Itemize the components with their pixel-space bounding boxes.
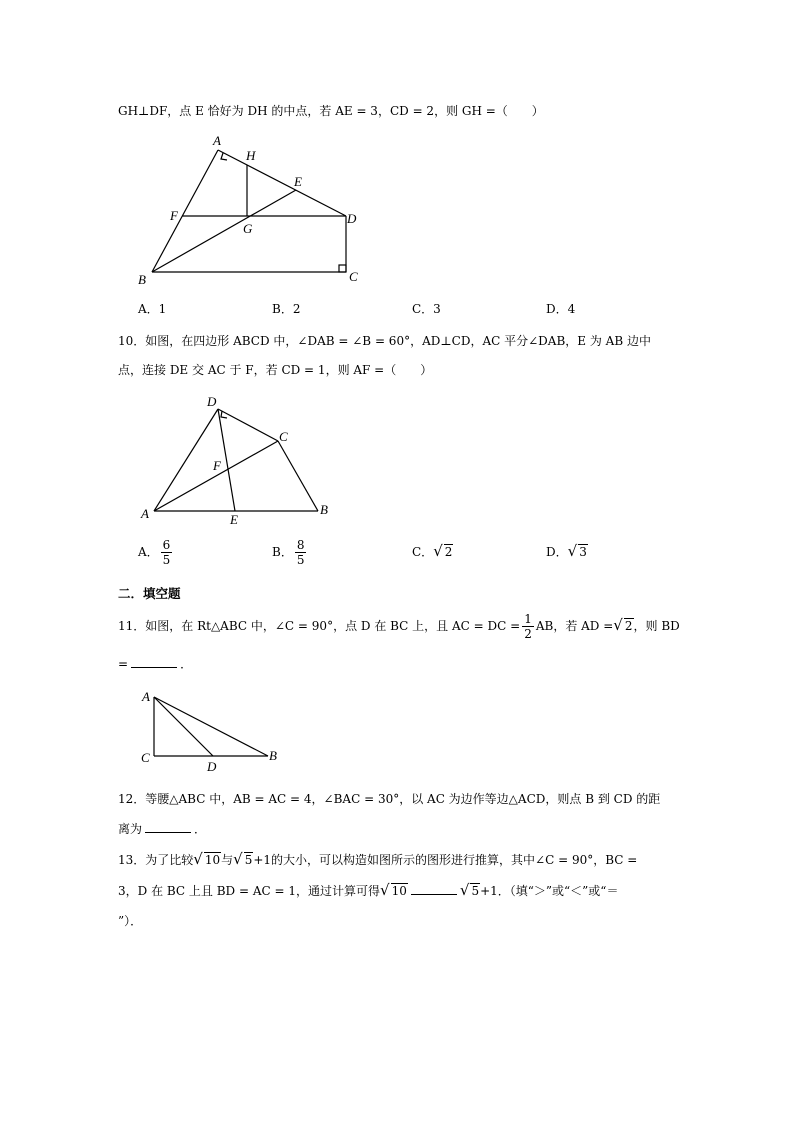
q10-stem-line1: 10．如图，在四边形 ABCD 中，∠DAB = ∠B = 60°，AD⊥CD，AC 平分∠DAB，E 为 AB 边中 <box>118 334 651 348</box>
q13-radical-sign-4: √ <box>459 881 470 899</box>
q10-option-d-radical-sign: √ <box>567 542 578 560</box>
q9-label-F: F <box>170 208 178 223</box>
q11-answer-blank <box>131 655 177 668</box>
q11-equals: = <box>118 657 129 671</box>
q13-answer-blank <box>411 882 457 895</box>
q9-label-G: G <box>243 221 253 236</box>
q9-option-d: D．4 <box>546 302 576 316</box>
q9-stem: GH⊥DF，点 E 恰好为 DH 的中点，若 AE = 3，CD = 2，则 GH =（ ） <box>118 104 544 118</box>
q9-option-b: B．2 <box>272 302 301 316</box>
q10-option-c-radical-sign: √ <box>433 542 443 560</box>
q10-label-C: C <box>279 429 288 444</box>
q13-line2-part2: +1．（填“＞”或“＜”或“＝ <box>480 884 619 898</box>
q10-label-F: F <box>213 458 221 473</box>
q10-seg-AD <box>154 409 218 511</box>
q9-label-A: A <box>213 133 221 148</box>
q10-figure <box>136 392 336 528</box>
q10-option-a-label: A． <box>138 545 159 559</box>
q9-label-H: H <box>246 148 256 163</box>
q11-part3: ，则 BD <box>633 619 680 633</box>
q12-answer-blank <box>145 820 191 833</box>
q10-seg-DC <box>218 409 278 441</box>
q10-option-b <box>272 538 308 567</box>
q9-option-a: A．1 <box>138 302 167 316</box>
q12-stem-line1: 12．等腰△ABC 中，AB = AC = 4，∠BAC = 30°，以 AC 为边作等边△ACD，则点 B 到 CD 的距 <box>118 792 661 806</box>
q11-label-C: C <box>141 750 150 765</box>
q10-option-d <box>546 543 588 560</box>
q9-option-c: C．3 <box>412 302 441 316</box>
q10-label-D: D <box>207 394 217 409</box>
q11-part2: AB，若 AD = <box>535 619 614 633</box>
q9-right-angle-C <box>339 265 346 272</box>
q11-frac-den: 2 <box>524 627 532 641</box>
q11-part1: 11．如图，在 Rt△ABC 中，∠C = 90°，点 D 在 BC 上，且 AC = DC = <box>118 619 521 633</box>
q11-stem-line1 <box>118 610 680 641</box>
q11-figure <box>136 686 286 774</box>
q13-part1: 13．为了比较 <box>118 853 194 867</box>
q10-option-b-label: B． <box>272 545 293 559</box>
q9-label-E: E <box>294 174 302 189</box>
q13-part2: 与 <box>221 853 234 867</box>
q10-option-c <box>412 543 453 560</box>
q10-option-b-fraction <box>295 538 307 567</box>
q13-radical-sign-3: √ <box>380 881 390 899</box>
q13-radicand-2: 5 <box>244 853 253 867</box>
q10-seg-AC <box>154 441 278 511</box>
q12-prefix: 离为 <box>118 822 143 836</box>
q13-line2-part1: 3，D 在 BC 上且 BD = AC = 1，通过计算可得 <box>118 884 381 898</box>
q10-label-B: B <box>320 502 328 517</box>
q10-option-a-den: 5 <box>162 553 171 567</box>
q10-seg-CB <box>278 441 318 511</box>
q9-label-C: C <box>349 269 358 284</box>
q10-label-A: A <box>141 506 149 521</box>
q9-label-B: B <box>138 272 146 287</box>
q11-stem-line2 <box>118 655 192 672</box>
q11-label-B: B <box>269 748 277 763</box>
q11-label-A: A <box>142 689 150 704</box>
q12-stem-line2 <box>118 820 206 837</box>
q9-seg-AD <box>218 150 346 216</box>
q11-period: ． <box>180 657 193 671</box>
q10-option-a-num: 6 <box>162 538 171 552</box>
q10-label-E: E <box>230 512 238 527</box>
q10-option-c-radicand: 2 <box>444 545 453 559</box>
q10-option-a <box>138 538 174 567</box>
q11-seg-AD <box>154 697 213 756</box>
q13-stem-line1 <box>118 851 637 868</box>
q9-figure <box>130 128 370 288</box>
q11-seg-AB <box>154 697 268 756</box>
section-title: 二．填空题 <box>118 586 181 601</box>
q13-part3: +1的大小，可以构造如图所示的图形进行推算，其中∠C = 90°，BC = <box>253 853 638 867</box>
q9-label-D: D <box>347 211 357 226</box>
q10-option-c-label: C． <box>412 545 434 559</box>
q11-fraction <box>522 612 534 641</box>
q13-stem-line3: ”）． <box>118 914 143 928</box>
q11-label-D: D <box>207 759 217 774</box>
q10-stem-line2: 点，连接 DE 交 AC 于 F，若 CD = 1，则 AF =（ ） <box>118 363 433 377</box>
q12-period: ． <box>194 822 207 836</box>
q13-stem-line2 <box>118 882 618 899</box>
q11-frac-num: 1 <box>524 612 532 626</box>
q13-radicand-3: 10 <box>391 884 407 898</box>
q13-radical-sign-2: √ <box>233 850 243 868</box>
q10-option-d-label: D． <box>546 545 568 559</box>
q10-option-b-num: 8 <box>296 538 305 552</box>
q10-option-a-fraction <box>161 538 173 567</box>
q11-radicand: 2 <box>624 619 633 633</box>
q13-radicand-1: 10 <box>204 853 221 867</box>
q11-radical-sign: √ <box>613 616 623 634</box>
q10-option-b-den: 5 <box>296 553 305 567</box>
q10-option-d-radicand: 3 <box>579 545 587 559</box>
q13-radical-sign-1: √ <box>193 850 203 868</box>
q13-radicand-4: 5 <box>471 884 480 898</box>
